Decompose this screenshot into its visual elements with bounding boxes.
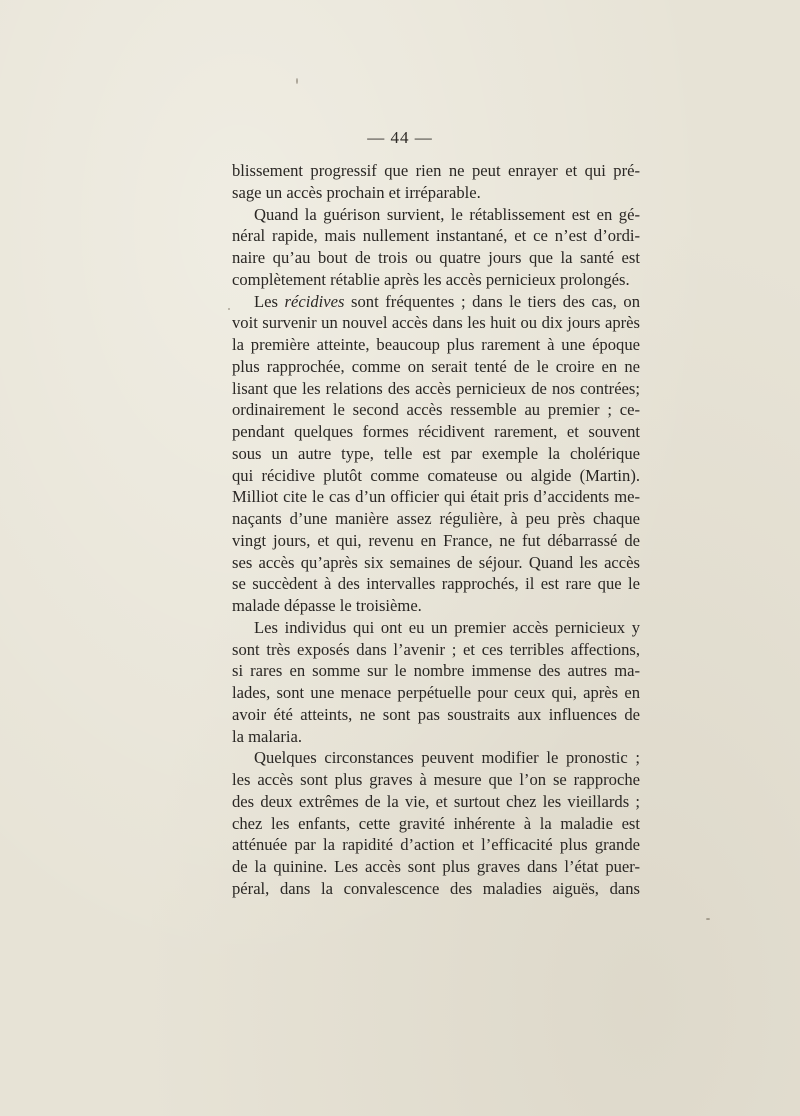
text-line: complètement rétablie après les accès pernicieux prolongés. [232, 269, 630, 289]
text-line: voit survenir un nouvel accès dans les huit ou dix jours après [232, 313, 640, 333]
text-line: si rares en somme sur le nombre immense des autres ma- [232, 661, 640, 681]
text-line: malade dépasse le troisième. [232, 596, 422, 615]
text-line: vingt jours, et qui, revenu en France, ne fut débarrassé de [232, 530, 640, 550]
text-segment: sont fréquentes ; dans le tiers des cas, on [344, 291, 641, 311]
text-line: la première atteinte, beaucoup plus rarement à une époque [232, 335, 640, 354]
text-line: atténuée par la rapidité d’action et l’efficacité plus grande [232, 835, 640, 855]
text-line: chez les enfants, cette gravité inhérente à la maladie est [232, 813, 640, 833]
text-line: sous un autre type, telle est par exemple la cholérique [232, 443, 640, 463]
body-text [232, 160, 640, 900]
italic-term: récidives [284, 291, 345, 311]
text-line: néral rapide, mais nullement instantané, et ce n’est d’ordi- [232, 226, 640, 246]
text-line: se succèdent à des intervalles rapprochés, il est rare que le [232, 574, 640, 594]
text-line: plus rapprochée, comme on serait tenté de le croire en ne [232, 356, 640, 376]
text-line: avoir été atteints, ne sont pas soustraits aux influences de [232, 704, 640, 724]
text-line: lisant que les relations des accès pernicieux de nos contrées; [232, 378, 640, 398]
text-line: lades, sont une menace perpétuelle pour ceux qui, après en [232, 683, 640, 702]
text-line: péral, dans la convalescence des maladies aiguës, dans [232, 878, 640, 898]
text-line: sage un accès prochain et irréparable. [232, 182, 481, 202]
paper-speck [296, 78, 298, 84]
text-line: Les individus qui ont eu un premier accès pernicieux y [254, 617, 640, 637]
text-line: la malaria. [232, 726, 303, 746]
paper-speck [706, 918, 710, 920]
text-line: sont très exposés dans l’avenir ; et ces terribles affections, [232, 639, 640, 659]
text-line: qui récidive plutôt comme comateuse ou algide (Martin). [232, 465, 640, 485]
text-segment: Les [254, 291, 285, 311]
text-line [232, 291, 640, 313]
text-line: pendant quelques formes récidivent rarement, et souvent [232, 422, 640, 441]
text-line: naçants d’une manière assez régulière, à peu près chaque [232, 509, 640, 528]
page-number: — 44 — [367, 128, 433, 147]
paper-speck [228, 308, 230, 310]
text-line: des deux extrêmes de la vie, et surtout chez les vieillards ; [232, 791, 640, 811]
text-line: ses accès qu’après six semaines de séjour. Quand les accès [232, 552, 640, 572]
text-line: Quelques circonstances peuvent modifier le pronostic ; [254, 748, 640, 768]
text-line: Quand la guérison survient, le rétablissement est en gé- [254, 204, 640, 224]
text-line: blissement progressif que rien ne peut enrayer et qui pré- [232, 161, 640, 180]
text-line: naire qu’au bout de trois ou quatre jours que la santé est [232, 248, 640, 267]
text-line: ordinairement le second accès ressemble au premier ; ce- [232, 400, 640, 420]
text-line: les accès sont plus graves à mesure que l’on se rapproche [232, 770, 640, 789]
text-line: de la quinine. Les accès sont plus graves dans l’état puer- [232, 857, 640, 876]
text-line: Milliot cite le cas d’un officier qui était pris d’accidents me- [232, 487, 640, 507]
